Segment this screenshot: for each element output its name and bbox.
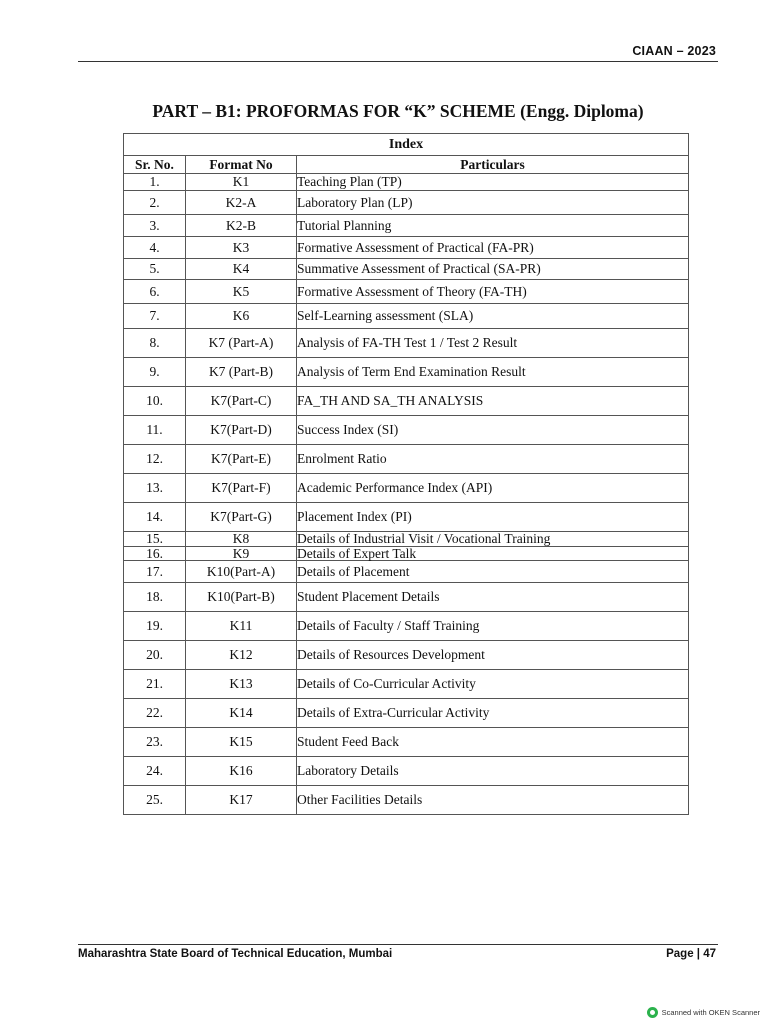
- row-particulars: Details of Industrial Visit / Vocational Training: [297, 532, 689, 547]
- row-format-no: K11: [186, 612, 297, 641]
- row-particulars: Self-Learning assessment (SLA): [297, 304, 689, 329]
- row-sr-no: 6.: [124, 280, 186, 304]
- row-format-no: K7(Part-E): [186, 445, 297, 474]
- row-sr-no: 25.: [124, 786, 186, 815]
- footer-divider: [78, 944, 718, 945]
- row-format-no: K7(Part-C): [186, 387, 297, 416]
- page-heading: PART – B1: PROFORMAS FOR “K” SCHEME (Engg. Diploma): [152, 101, 644, 121]
- row-format-no: K8: [186, 532, 297, 547]
- row-format-no: K10(Part-A): [186, 561, 297, 583]
- table-row: [124, 728, 689, 757]
- table-row: [124, 259, 689, 280]
- table-row: [124, 358, 689, 387]
- row-format-no: K3: [186, 237, 297, 259]
- row-sr-no: 20.: [124, 641, 186, 670]
- row-format-no: K14: [186, 699, 297, 728]
- row-particulars: Student Feed Back: [297, 728, 689, 757]
- table-row: [124, 329, 689, 358]
- row-sr-no: 8.: [124, 329, 186, 358]
- table-row: [124, 561, 689, 583]
- row-particulars: Success Index (SI): [297, 416, 689, 445]
- row-format-no: K13: [186, 670, 297, 699]
- row-sr-no: 10.: [124, 387, 186, 416]
- row-sr-no: 3.: [124, 215, 186, 237]
- table-caption: Index: [124, 134, 689, 156]
- row-format-no: K7(Part-G): [186, 503, 297, 532]
- row-sr-no: 15.: [124, 532, 186, 547]
- header-title: CIAAN – 2023: [632, 44, 716, 58]
- table-row: [124, 786, 689, 815]
- row-format-no: K1: [186, 174, 297, 191]
- row-sr-no: 18.: [124, 583, 186, 612]
- row-format-no: K2-B: [186, 215, 297, 237]
- scanner-watermark: [647, 1007, 760, 1018]
- row-particulars: Laboratory Details: [297, 757, 689, 786]
- row-sr-no: 24.: [124, 757, 186, 786]
- table-row: [124, 215, 689, 237]
- table-row: [124, 237, 689, 259]
- row-particulars: Summative Assessment of Practical (SA-PR): [297, 259, 689, 280]
- table-row: [124, 416, 689, 445]
- row-format-no: K7(Part-D): [186, 416, 297, 445]
- row-sr-no: 2.: [124, 191, 186, 215]
- row-sr-no: 23.: [124, 728, 186, 757]
- row-particulars: FA_TH AND SA_TH ANALYSIS: [297, 387, 689, 416]
- row-particulars: Details of Resources Development: [297, 641, 689, 670]
- scanner-watermark-text: Scanned with OKEN Scanner: [661, 1008, 760, 1017]
- row-particulars: Laboratory Plan (LP): [297, 191, 689, 215]
- row-particulars: Analysis of FA-TH Test 1 / Test 2 Result: [297, 329, 689, 358]
- row-sr-no: 14.: [124, 503, 186, 532]
- table-row: [124, 280, 689, 304]
- table-row: [124, 612, 689, 641]
- row-particulars: Teaching Plan (TP): [297, 174, 689, 191]
- table-row: [124, 503, 689, 532]
- row-sr-no: 12.: [124, 445, 186, 474]
- row-sr-no: 19.: [124, 612, 186, 641]
- table-row: [124, 445, 689, 474]
- row-format-no: K17: [186, 786, 297, 815]
- row-particulars: Details of Faculty / Staff Training: [297, 612, 689, 641]
- table-row: [124, 304, 689, 329]
- row-format-no: K7 (Part-B): [186, 358, 297, 387]
- table-row: [124, 191, 689, 215]
- row-particulars: Details of Extra-Curricular Activity: [297, 699, 689, 728]
- row-particulars: Formative Assessment of Theory (FA-TH): [297, 280, 689, 304]
- row-particulars: Tutorial Planning: [297, 215, 689, 237]
- table-row: [124, 641, 689, 670]
- row-particulars: Placement Index (PI): [297, 503, 689, 532]
- row-sr-no: 11.: [124, 416, 186, 445]
- table-row: [124, 387, 689, 416]
- table-row: [124, 583, 689, 612]
- row-particulars: Details of Co-Curricular Activity: [297, 670, 689, 699]
- row-particulars: Enrolment Ratio: [297, 445, 689, 474]
- table-row: [124, 546, 689, 561]
- column-header-sr-no: Sr. No.: [124, 156, 186, 174]
- index-table: [123, 133, 689, 815]
- row-format-no: K4: [186, 259, 297, 280]
- row-particulars: Student Placement Details: [297, 583, 689, 612]
- footer-institution: Maharashtra State Board of Technical Education, Mumbai: [78, 948, 393, 960]
- row-format-no: K7(Part-F): [186, 474, 297, 503]
- row-particulars: Other Facilities Details: [297, 786, 689, 815]
- table-row: [124, 532, 689, 547]
- row-format-no: K7 (Part-A): [186, 329, 297, 358]
- row-format-no: K6: [186, 304, 297, 329]
- table-row: [124, 699, 689, 728]
- footer-page-number: Page | 47: [666, 948, 716, 960]
- header-divider: [78, 61, 718, 62]
- index-table-body: [124, 174, 689, 815]
- row-particulars: Formative Assessment of Practical (FA-PR): [297, 237, 689, 259]
- row-particulars: Academic Performance Index (API): [297, 474, 689, 503]
- column-header-particulars: Particulars: [297, 156, 689, 174]
- row-particulars: Analysis of Term End Examination Result: [297, 358, 689, 387]
- column-header-format-no: Format No: [186, 156, 297, 174]
- row-format-no: K2-A: [186, 191, 297, 215]
- oken-scanner-logo-icon: [647, 1007, 658, 1018]
- row-format-no: K10(Part-B): [186, 583, 297, 612]
- row-sr-no: 17.: [124, 561, 186, 583]
- table-row: [124, 174, 689, 191]
- row-format-no: K16: [186, 757, 297, 786]
- row-format-no: K5: [186, 280, 297, 304]
- table-row: [124, 670, 689, 699]
- row-sr-no: 13.: [124, 474, 186, 503]
- row-sr-no: 7.: [124, 304, 186, 329]
- row-format-no: K12: [186, 641, 297, 670]
- row-sr-no: 5.: [124, 259, 186, 280]
- row-particulars: Details of Expert Talk: [297, 546, 689, 561]
- row-sr-no: 1.: [124, 174, 186, 191]
- row-format-no: K9: [186, 546, 297, 561]
- row-sr-no: 16.: [124, 546, 186, 561]
- row-sr-no: 9.: [124, 358, 186, 387]
- row-particulars: Details of Placement: [297, 561, 689, 583]
- row-sr-no: 22.: [124, 699, 186, 728]
- row-sr-no: 21.: [124, 670, 186, 699]
- table-row: [124, 474, 689, 503]
- row-format-no: K15: [186, 728, 297, 757]
- table-row: [124, 757, 689, 786]
- row-sr-no: 4.: [124, 237, 186, 259]
